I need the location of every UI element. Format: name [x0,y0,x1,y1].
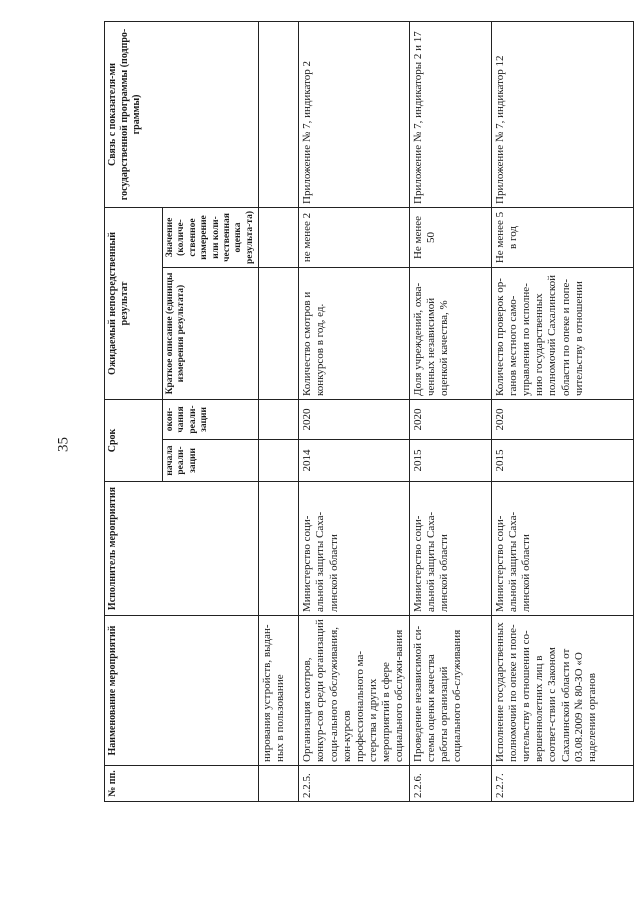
header-num: № пп. [105,766,259,802]
header-row [105,21,163,801]
rotated-table-wrapper [104,22,606,802]
row-value: не менее 2 [299,207,410,267]
row-start: 2015 [409,440,491,482]
header-name: Наименование мероприятий [105,616,259,766]
row-executor: Министерство соци-альной защиты Саха-линской области [409,482,491,616]
row-executor: Министерство соци-альной защиты Саха-линской области [491,482,633,616]
row-end: 2020 [409,399,491,439]
row-link: Приложение № 7, индикатор 2 [299,21,410,207]
row-num: 2.2.6. [409,766,491,802]
header-term: Срок [105,399,163,481]
header-expected: Ожидаемый непосредственный результат [105,207,163,399]
row-num: 2.2.5. [299,766,410,802]
table-row [299,21,410,801]
row-value: Не менее 5 в год [491,207,633,267]
header-expected-desc: Краткое описание (единицы измерения результата) [163,267,259,399]
row-value: Не менее 50 [409,207,491,267]
table-row [409,21,491,801]
measures-table [104,21,634,802]
row-desc: Количество смотров и конкурсов в год, ед. [299,267,410,399]
header-expected-value: Значение (количе-ственное измерение или коли-чественная оценка результа-та) [163,207,259,267]
row-start: 2014 [299,440,410,482]
continuation-row [259,21,299,801]
row-name: Проведение независимой си-стемы оценки качества работы организаций социального об-служивания [409,616,491,766]
row-end: 2020 [299,399,410,439]
row-desc: Количество проверок ор-ганов местного само-управления по исполне-нию государственных полномочий Сахалинской области по опеке и попе-чительству в отношении [491,267,633,399]
table-row [491,21,633,801]
row-name: Организация смотров, конкур-сов среди организаций соци-ального обслуживания, кон-курсов профессионального ма-стерства и других мероприятий в сфере социального обслужи-вания [299,616,410,766]
row-end: 2020 [491,399,633,439]
row-executor: Министерство соци-альной защиты Саха-линской области [299,482,410,616]
header-term-start: начала реали-зации [163,440,259,482]
header-term-end: окон-чания реали-зации [163,399,259,439]
row-start: 2015 [491,440,633,482]
continuation-name: нирования устройств, выдан-ных в пользование [259,616,299,766]
row-num: 2.2.7. [491,766,633,802]
row-desc: Доля учреждений, охва-ченных независимой оценкой качества, % [409,267,491,399]
header-executor: Исполнитель мероприятия [105,482,259,616]
page-number: 35 [55,437,72,452]
continuation-num [259,766,299,802]
header-link: Связь с показателя-ми государственной программы (подпро-граммы) [105,21,259,207]
row-link: Приложение № 7, индикаторы 2 и 17 [409,21,491,207]
row-link: Приложение № 7, индикатор 12 [491,21,633,207]
row-name: Исполнение государственных полномочий по опеке и попе-чительству в отношении со-вершеннолетних лиц в соответ-ствии с Законом Сахалинской области от 03.08.2009 № 80-ЗО «О наделении органов [491,616,633,766]
